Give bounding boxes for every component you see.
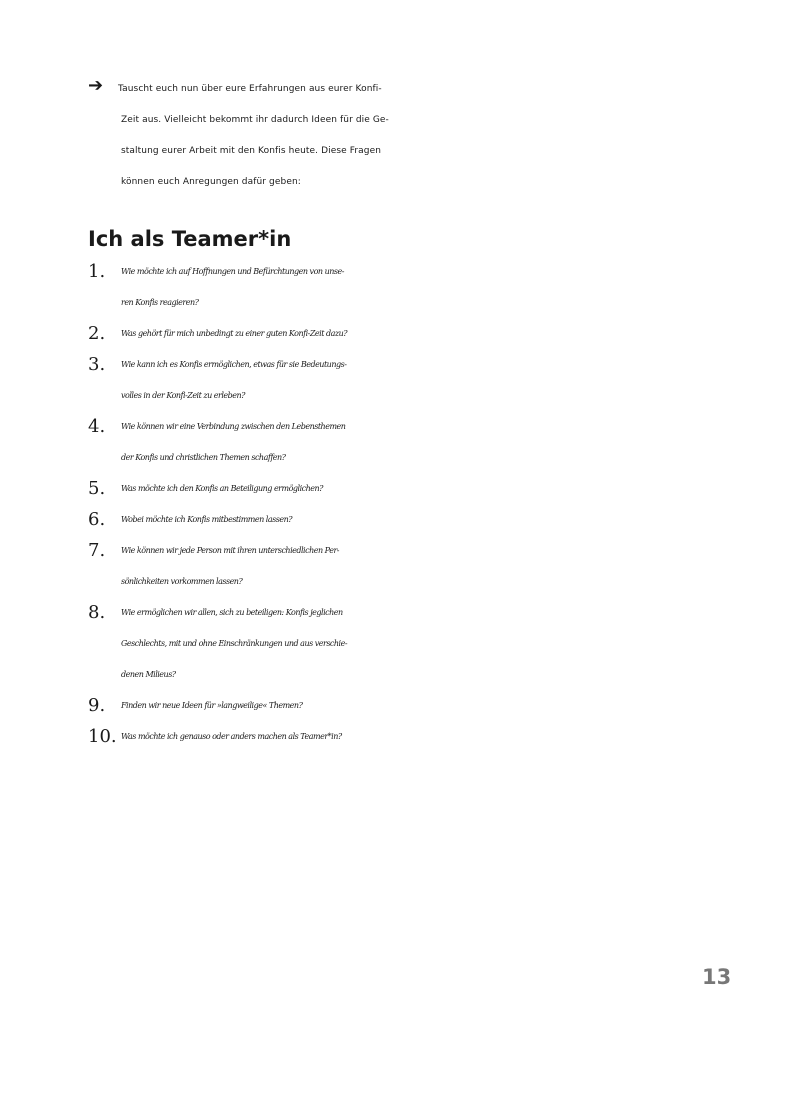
question-text: sönlichkeiten vorkommen lassen? bbox=[121, 577, 243, 586]
question-number: 3. bbox=[88, 354, 106, 375]
question-number: 9. bbox=[88, 695, 106, 716]
question-text: Wie können wir eine Verbindung zwischen den Lebensthemen bbox=[121, 422, 346, 431]
question-item bbox=[88, 411, 688, 473]
question-item bbox=[88, 535, 688, 597]
question-number: 2. bbox=[88, 323, 106, 344]
question-number: 7. bbox=[88, 540, 106, 561]
question-text: Finden wir neue Ideen für »langweilige« Themen? bbox=[121, 701, 303, 710]
question-list bbox=[88, 256, 688, 752]
question-number: 8. bbox=[88, 602, 106, 623]
question-text: Wie möchte ich auf Hoffnungen und Befürchtungen von unse- bbox=[121, 267, 344, 276]
intro-line bbox=[88, 70, 668, 105]
question-number: 6. bbox=[88, 509, 106, 530]
intro-line: staltung eurer Arbeit mit den Konfis heute. Diese Fragen bbox=[121, 146, 382, 156]
question-number: 4. bbox=[88, 416, 106, 437]
question-text: Wie ermöglichen wir allen, sich zu beteiligen: Konfis jeglichen bbox=[121, 608, 343, 617]
question-text: denen Milieus? bbox=[121, 670, 176, 679]
question-text: Was möchte ich genauso oder anders machen als Teamer*in? bbox=[121, 732, 342, 741]
question-item bbox=[88, 349, 688, 411]
question-text: Was gehört für mich unbedingt zu einer guten Konfi-Zeit dazu? bbox=[121, 329, 348, 338]
page-number: 13 bbox=[702, 965, 732, 989]
question-text: ren Konfis reagieren? bbox=[121, 298, 199, 307]
question-text: Geschlechts, mit und ohne Einschränkungen und aus verschie- bbox=[121, 639, 348, 648]
intro-line: Zeit aus. Vielleicht bekommt ihr dadurch Ideen für die Ge- bbox=[121, 115, 389, 125]
question-text: Wie können wir jede Person mit ihren unterschiedlichen Per- bbox=[121, 546, 339, 555]
intro-paragraph bbox=[88, 70, 668, 198]
question-text: Wie kann ich es Konfis ermöglichen, etwas für sie Bedeutungs- bbox=[121, 360, 347, 369]
question-item bbox=[88, 721, 688, 752]
question-text: volles in der Konfi-Zeit zu erleben? bbox=[121, 391, 245, 400]
question-item bbox=[88, 318, 688, 349]
question-item bbox=[88, 473, 688, 504]
question-item bbox=[88, 597, 688, 690]
question-number: 10. bbox=[88, 726, 117, 747]
question-text: Wobei möchte ich Konfis mitbestimmen lassen? bbox=[121, 515, 293, 524]
section-title: Ich als Teamer*in bbox=[88, 227, 292, 251]
question-item bbox=[88, 256, 688, 318]
intro-line: können euch Anregungen dafür geben: bbox=[121, 177, 301, 187]
question-text: Was möchte ich den Konfis an Beteiligung ermöglichen? bbox=[121, 484, 323, 493]
intro-text: Tauscht euch nun über eure Erfahrungen aus eurer Konfi- bbox=[118, 84, 382, 94]
question-item bbox=[88, 690, 688, 721]
question-number: 1. bbox=[88, 261, 106, 282]
question-text: der Konfis und christlichen Themen schaffen? bbox=[121, 453, 286, 462]
arrow-right-icon: ➔ bbox=[88, 75, 104, 96]
question-item bbox=[88, 504, 688, 535]
question-number: 5. bbox=[88, 478, 106, 499]
